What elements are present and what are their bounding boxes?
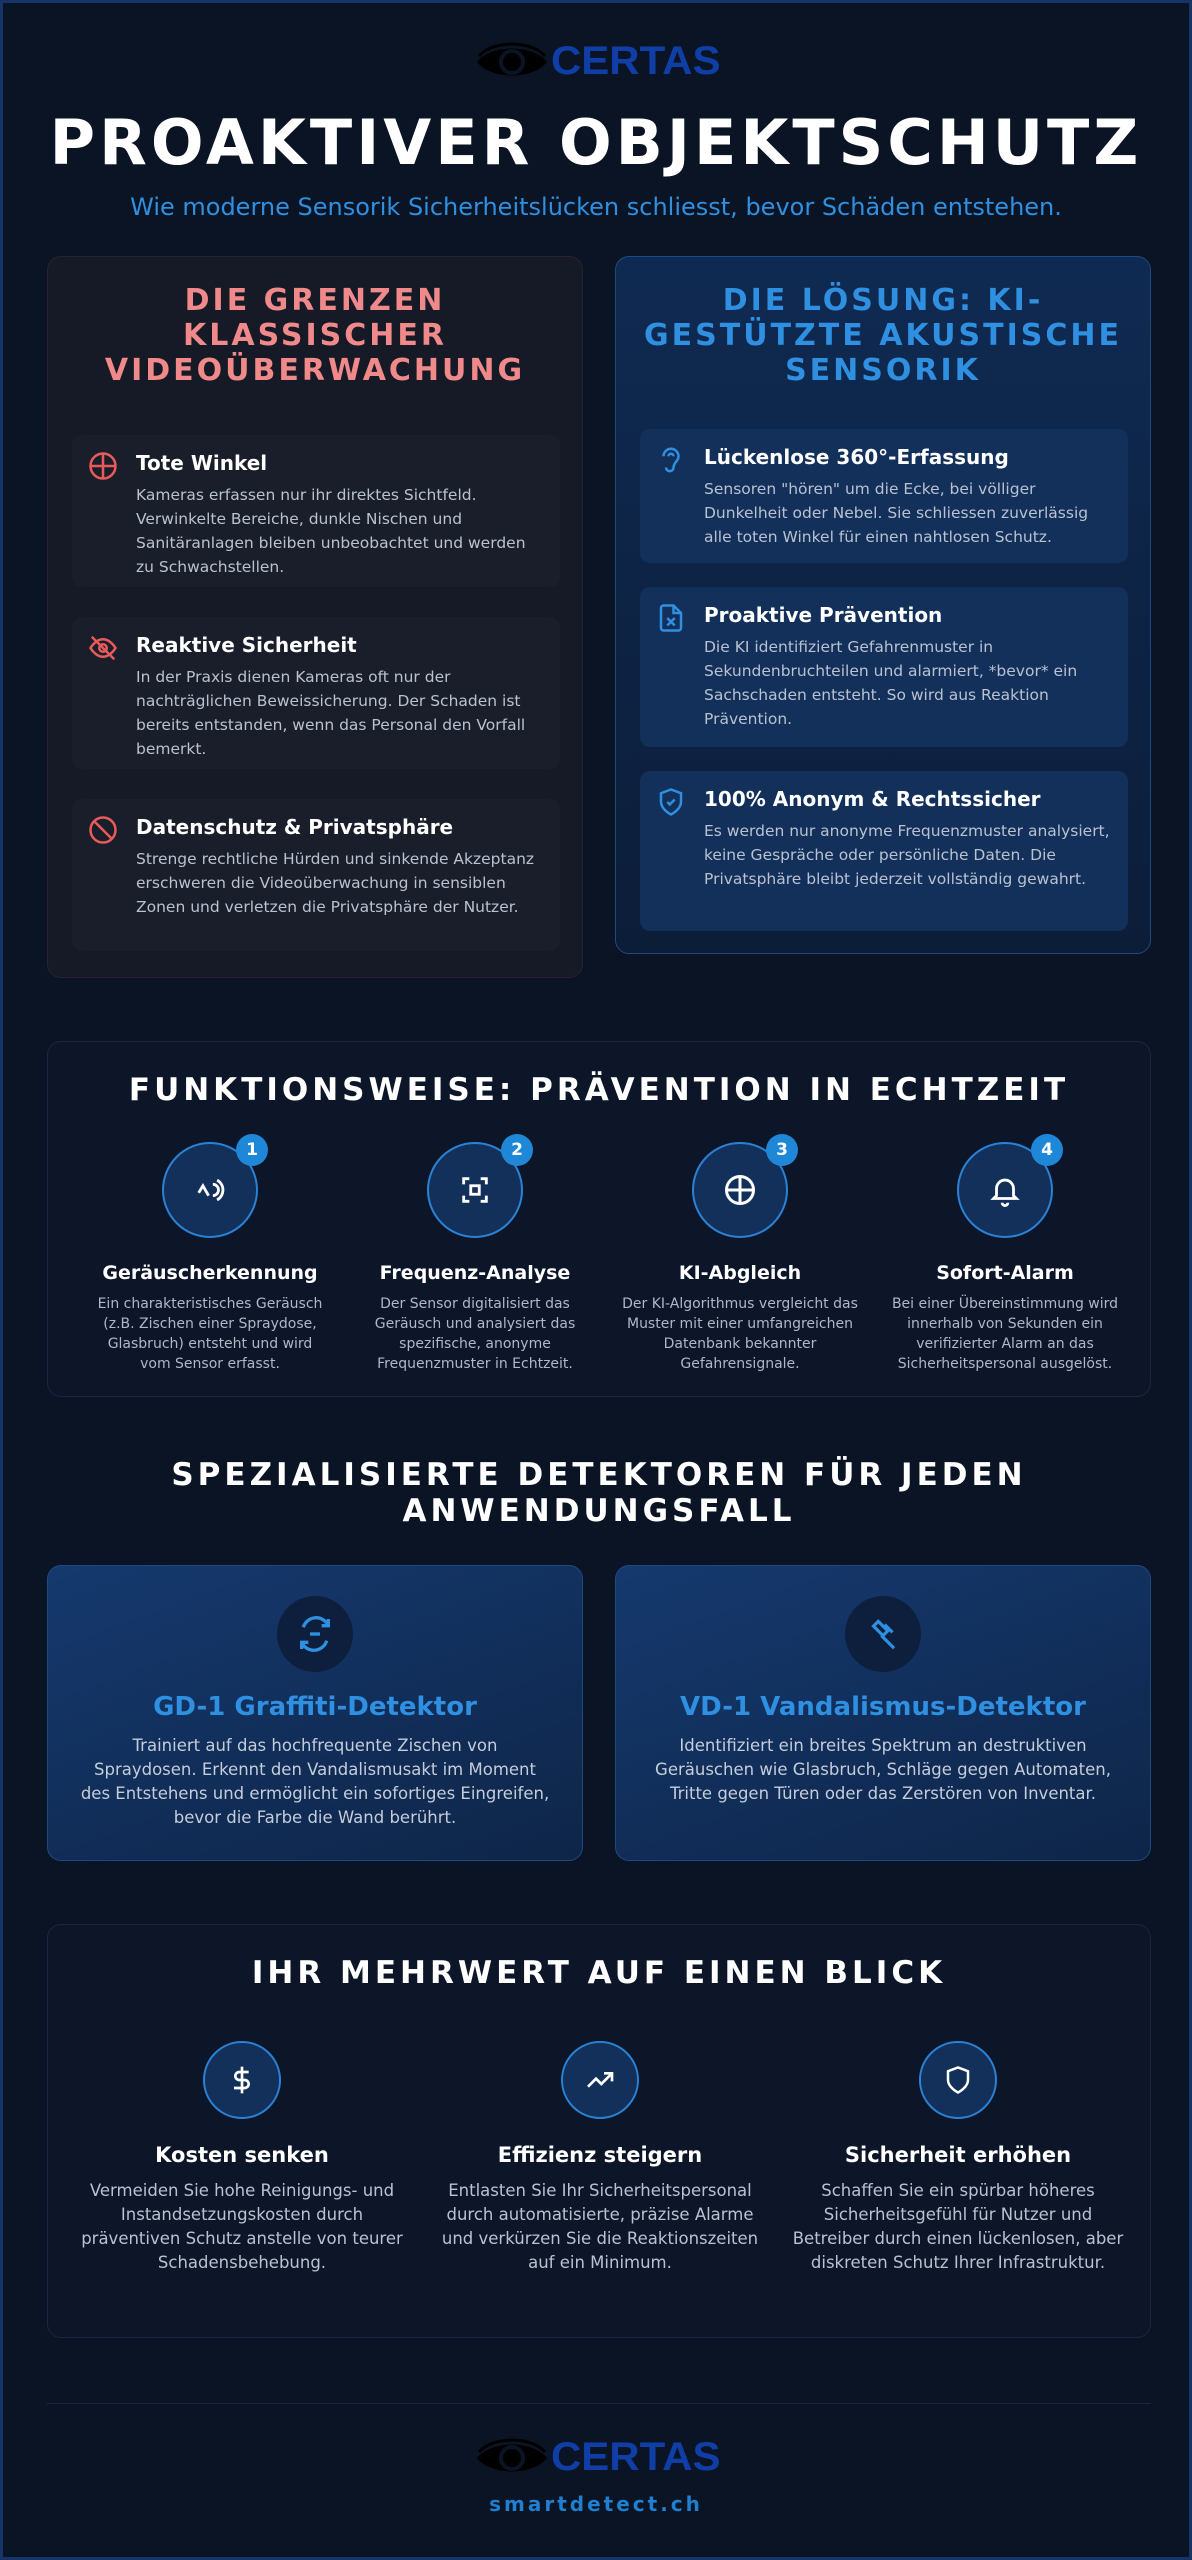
ai-chip-icon <box>722 1172 758 1208</box>
benefit-circle <box>203 2041 281 2119</box>
bell-icon <box>988 1173 1022 1207</box>
limits-panel <box>47 256 583 978</box>
benefit-circle <box>919 2041 997 2119</box>
page-title: PROAKTIVER OBJEKTSCHUTZ <box>49 106 1143 179</box>
solution-item <box>640 771 1128 931</box>
step-text: Bei einer Übereinstimmung wird innerhalb von Sekunden ein verifizierter Alarm an das Sicherheitspersonal ausgelöst. <box>891 1296 1119 1372</box>
solution-item <box>640 429 1128 563</box>
detector-text: Trainiert auf das hochfrequente Zischen von Spraydosen. Erkennt den Vandalismusakt im Moment des Entstehens und ermöglicht ein sofortiges Eingreifen, bevor die Farbe die Wand berührt. <box>80 1736 550 1827</box>
step-circle <box>162 1142 258 1238</box>
shield-icon <box>943 2065 973 2095</box>
limit-item-text: Kameras erfassen nur ihr direktes Sichtfeld. Verwinkelte Bereiche, dunkle Nischen und Sanitäranlagen bleiben unbeobachtet und werden zu Schwachstellen. <box>136 486 526 576</box>
benefit-title: Effizienz steigern <box>497 2143 703 2167</box>
logo[interactable] <box>3 39 1189 84</box>
trending-up-icon <box>584 2064 616 2096</box>
solution-item-text: Die KI identifiziert Gefahrenmuster in Sekundenbruchteilen und alarmiert, *bevor* ein Sachschaden entsteht. So wird aus Reaktion Prävention. <box>704 638 1078 728</box>
limit-item <box>72 617 560 769</box>
step-number: 2 <box>501 1134 533 1166</box>
audio-wave-icon <box>193 1173 227 1207</box>
benefit-text: Entlasten Sie Ihr Sicherheitspersonal durch automatisierte, präzise Alarme und verkürzen Sie die Reaktionszeiten auf ein Minimum. <box>441 2181 759 2272</box>
process-section <box>47 1041 1151 1397</box>
footer <box>3 2435 1189 2516</box>
solution-panel <box>615 256 1151 954</box>
footer-logo-text: CERTAS <box>551 2435 721 2479</box>
detector-text: Identifiziert ein breites Spektrum an destruktiven Geräuschen wie Glasbruch, Schläge gegen Automaten, Tritte gegen Türen oder das Zerstören von Inventar. <box>655 1736 1111 1803</box>
solution-item-title: 100% Anonym & Rechtssicher <box>704 787 1041 811</box>
limit-item <box>72 435 560 587</box>
benefit-circle <box>561 2041 639 2119</box>
step-title: Geräuscherkennung <box>102 1262 318 1284</box>
step-circle <box>427 1142 523 1238</box>
eye-logo-icon <box>475 2438 549 2478</box>
benefit-text: Vermeiden Sie hohe Reinigungs- und Instandsetzungskosten durch präventiven Schutz anstelle von teurer Schadensbehebung. <box>81 2181 403 2272</box>
ear-icon <box>656 445 686 475</box>
process-step <box>85 1142 335 1374</box>
step-text: Ein charakteristisches Geräusch (z.B. Zischen einer Spraydose, Glasbruch) entsteht und wird vom Sensor erfasst. <box>97 1296 323 1372</box>
solution-item-text: Es werden nur anonyme Frequenzmuster analysiert, keine Gespräche oder persönliche Daten. Die Privatsphäre bleibt jederzeit vollständig gewahrt. <box>704 822 1110 888</box>
process-title: FUNKTIONSWEISE: PRÄVENTION IN ECHTZEIT <box>128 1072 1070 1108</box>
detector-icon-wrap <box>845 1596 921 1672</box>
benefit-title: Sicherheit erhöhen <box>844 2143 1072 2167</box>
detector-card[interactable] <box>47 1565 583 1861</box>
step-text: Der KI-Algorithmus vergleicht das Muster mit einer umfangreichen Datenbank bekannter Gefahrensignale. <box>622 1296 858 1372</box>
footer-divider <box>47 2403 1151 2404</box>
crosshair-icon <box>88 451 118 481</box>
benefit-item <box>72 2041 412 2275</box>
footer-logo[interactable] <box>3 2435 1189 2480</box>
step-number: 3 <box>766 1134 798 1166</box>
detector-card[interactable] <box>615 1565 1151 1861</box>
detectors-title: SPEZIALISIERTE DETEKTOREN FÜR JEDEN ANWENDUNGSFALL <box>171 1457 1027 1529</box>
benefits-title: IHR MEHRWERT AUF EINEN BLICK <box>251 1955 947 1991</box>
ban-icon <box>88 815 118 845</box>
file-scan-icon <box>656 603 686 633</box>
page-subtitle: Wie moderne Sensorik Sicherheitslücken schliesst, bevor Schäden entstehen. <box>130 193 1062 221</box>
shield-check-icon <box>656 787 686 817</box>
limit-item-title: Datenschutz & Privatsphäre <box>136 815 454 839</box>
detector-title: GD-1 Graffiti-Detektor <box>153 1692 477 1722</box>
limit-item-title: Tote Winkel <box>136 451 268 475</box>
step-number: 4 <box>1031 1134 1063 1166</box>
spray-cycle-icon <box>295 1614 335 1654</box>
limit-item-title: Reaktive Sicherheit <box>136 633 357 657</box>
step-text: Der Sensor digitalisiert das Geräusch und analysiert das spezifische, anonyme Frequenzmuster in Echtzeit. <box>374 1296 576 1372</box>
dollar-icon <box>226 2064 258 2096</box>
benefit-item <box>788 2041 1128 2275</box>
process-step <box>880 1142 1130 1374</box>
eye-logo-icon <box>475 42 549 82</box>
solution-item-title: Proaktive Prävention <box>704 603 943 627</box>
header <box>3 39 1189 221</box>
scan-frequency-icon <box>458 1173 492 1207</box>
step-circle <box>957 1142 1053 1238</box>
detector-title: VD-1 Vandalismus-Detektor <box>680 1692 1086 1722</box>
solution-item-text: Sensoren "hören" um die Ecke, bei völliger Dunkelheit oder Nebel. Sie schliessen zuverlässig alle toten Winkel für einen nahtlosen Schutz. <box>704 480 1089 546</box>
process-step <box>615 1142 865 1374</box>
eye-off-icon <box>88 633 118 663</box>
hammer-icon <box>864 1615 902 1653</box>
limits-title: DIE GRENZEN KLASSISCHER VIDEOÜBERWACHUNG <box>104 283 526 388</box>
logo-text: CERTAS <box>551 39 721 83</box>
step-title: Frequenz-Analyse <box>379 1262 571 1284</box>
footer-url-link[interactable]: smartdetect.ch <box>489 2492 703 2516</box>
benefit-text: Schaffen Sie ein spürbar höheres Sicherheitsgefühl für Nutzer und Betreiber durch einen lückenlosen, aber diskreten Schutz Ihrer Infrastruktur. <box>792 2181 1124 2272</box>
step-title: KI-Abgleich <box>678 1262 802 1284</box>
step-number: 1 <box>236 1134 268 1166</box>
process-step <box>350 1142 600 1374</box>
benefit-item <box>430 2041 770 2275</box>
step-circle <box>692 1142 788 1238</box>
step-title: Sofort-Alarm <box>936 1262 1074 1284</box>
benefit-title: Kosten senken <box>155 2143 329 2167</box>
limit-item <box>72 799 560 951</box>
solution-title: DIE LÖSUNG: KI-GESTÜTZTE AKUSTISCHE SENSORIK <box>644 283 1122 388</box>
detector-icon-wrap <box>277 1596 353 1672</box>
benefits-section <box>47 1924 1151 2338</box>
limit-item-text: In der Praxis dienen Kameras oft nur der nachträglichen Beweissicherung. Der Schaden ist bereits entstanden, wenn das Personal den Vorfall bemerkt. <box>136 668 526 758</box>
solution-item-title: Lückenlose 360°-Erfassung <box>704 445 1009 469</box>
solution-item <box>640 587 1128 747</box>
limit-item-text: Strenge rechtliche Hürden und sinkende Akzeptanz erschweren die Videoüberwachung in sensiblen Zonen und verletzen die Privatsphäre der Nutzer. <box>136 850 535 916</box>
